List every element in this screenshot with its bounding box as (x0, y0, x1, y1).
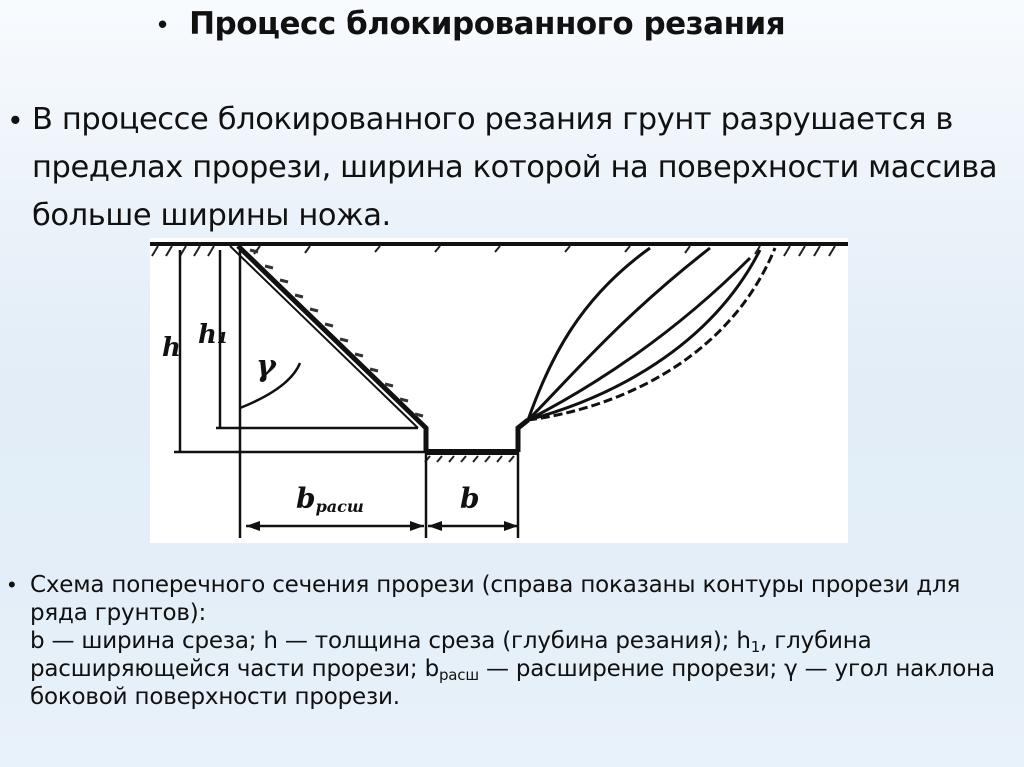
caption-b-def: b — ширина среза; h — толщина среза (глубина резания); h (30, 628, 751, 654)
caption-line1: Схема поперечного сечения прорези (справа показаны контуры прорези для ряда грунтов): (30, 572, 961, 626)
caption-brasch-sub: расш (438, 666, 479, 684)
intro-text: В процессе блокированного резания грунт разрушается в пределах прорези, ширина которой на поверхности массива больше ширины ножа. (32, 102, 998, 233)
contour-3 (528, 258, 750, 420)
contour-1 (528, 248, 650, 420)
slot-bottom-hatch (425, 456, 514, 462)
contour-4 (528, 250, 760, 420)
cross-section-figure (150, 238, 848, 543)
intro-bullet: • (10, 103, 21, 137)
label-gamma: γ (256, 349, 276, 384)
slide-title: Процесс блокированного резания (189, 6, 786, 42)
label-b: b (460, 482, 480, 515)
caption-paragraph (8, 571, 1008, 711)
label-h1: h₁ (198, 320, 229, 350)
label-h: h (162, 333, 181, 363)
caption-h1-sub: 1 (750, 638, 761, 656)
label-b-rasch: bрасш (296, 482, 364, 516)
cross-section-drawing (150, 238, 848, 543)
slot-right-wall (518, 420, 528, 452)
contour-5 (528, 248, 775, 420)
title-bullet: • (158, 8, 168, 39)
caption-tail: — расширение прорези; γ — угол наклона боковой поверхности прорези. (30, 656, 995, 710)
caption-bullet: • (8, 572, 16, 597)
brasch-arrow-right (410, 521, 424, 531)
b-arrow-right (504, 521, 518, 531)
title-row (158, 6, 785, 42)
b-arrow-left (428, 521, 442, 531)
intro-paragraph (10, 96, 1010, 240)
caption-after-h1: , глубина расширяющейся части прорези; b (30, 628, 872, 682)
brasch-arrow-left (246, 521, 260, 531)
caption-text (30, 571, 1000, 711)
